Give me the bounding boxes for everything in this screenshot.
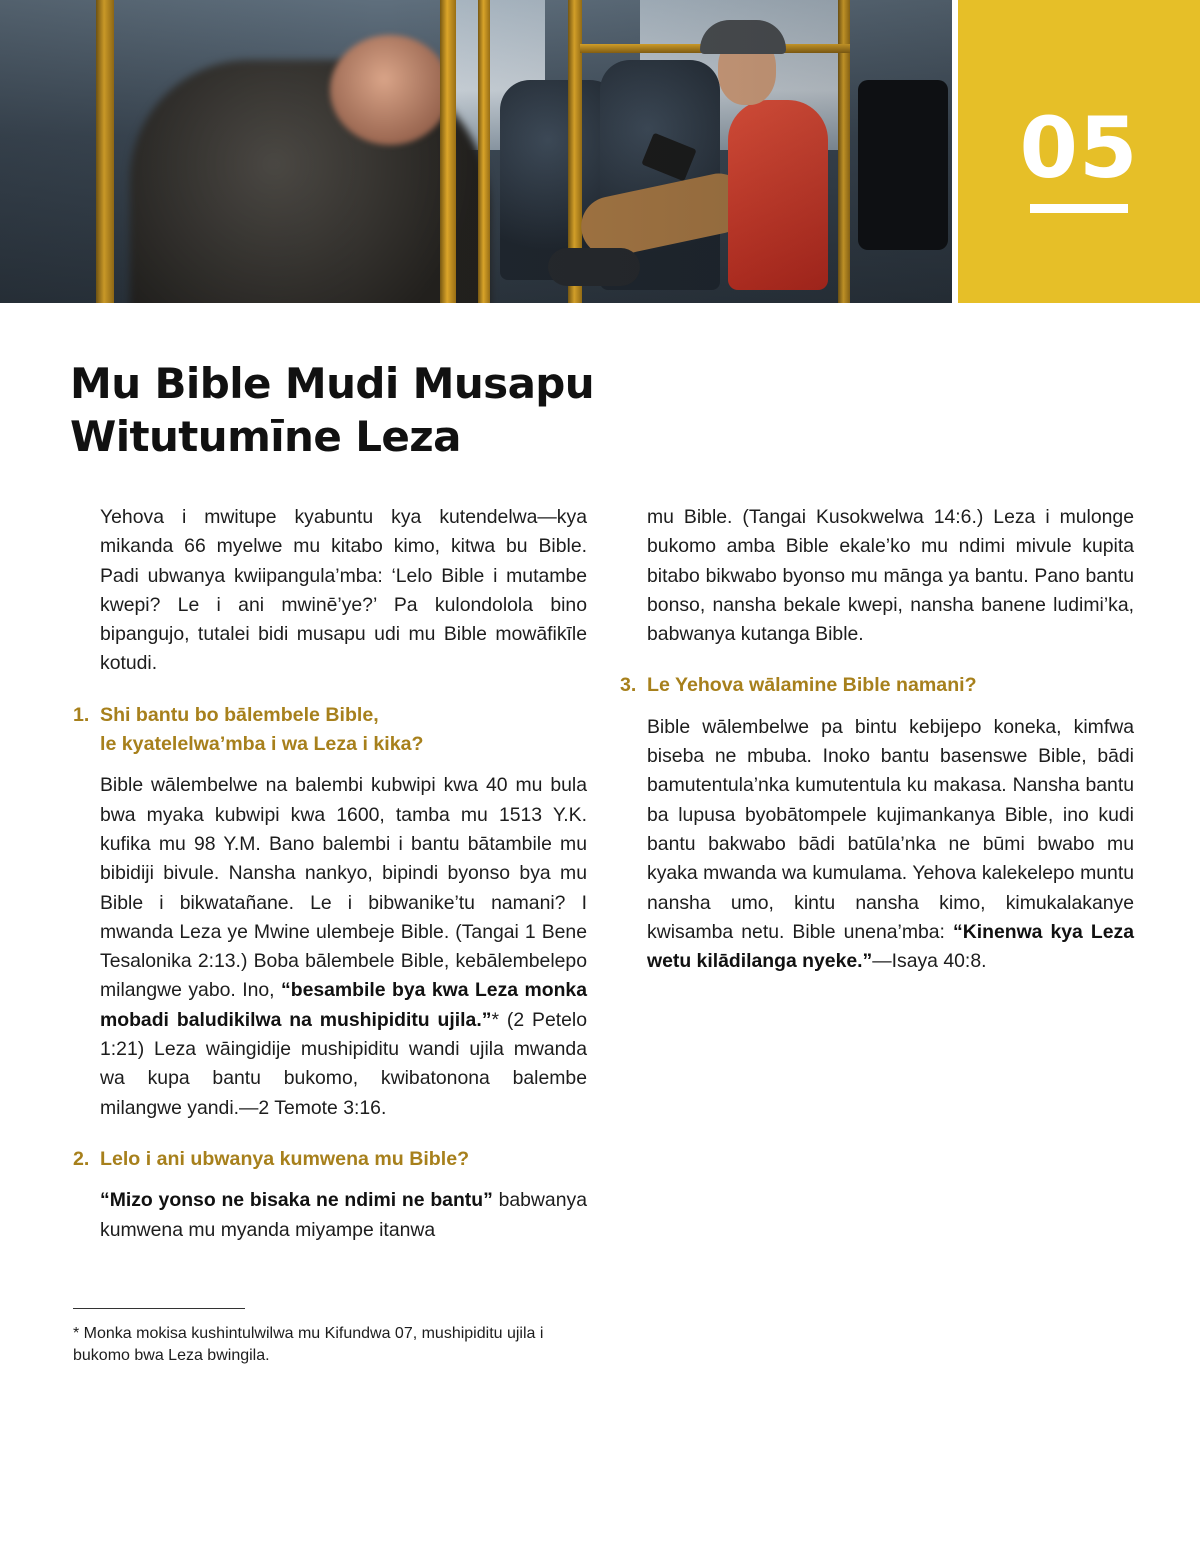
intro-paragraph: Yehova i mwitupe kyabuntu kya kutendelwa—kya mikanda 66 myelwe mu kitabo kimo, kitwa bu Bible. Padi ubwanya kwiipangula’mba: ‘Lelo Bible i mutambe kwepi? Le i ani mwinē’ye?’ Pa kulondolola bino bipangujo, tutalei bidi musapu udi mu Bible mowāfikīle kotudi. [100, 506, 587, 675]
answer-paragraph-2: “Mizo yonso ne bisaka ne ndimi ne bantu” babwanya kumwena mu myanda miyampe itanwa [100, 1189, 587, 1241]
question-number: 3. [620, 674, 637, 697]
page-title-line2: Witutumīne Leza [70, 412, 461, 461]
chapter-number: 05 [1019, 99, 1139, 197]
question-1 [73, 701, 587, 760]
question-text: Lelo i ani ubwanya kumwena mu Bible? [100, 1147, 470, 1170]
page-title-line1: Mu Bible Mudi Musapu [70, 359, 595, 408]
page-title [70, 357, 594, 463]
question-3 [620, 671, 1134, 700]
footnote-rule [73, 1308, 245, 1309]
answer-paragraph-2-continued: mu Bible. (Tangai Kusokwelwa 14:6.) Leza i mulonge bukomo amba Bible ekale’ko mu ndimi mivule kupita bitabo bikwabo byonso mu mānga ya bantu. Pano bantu bonso, nansha bekale kwepi, nansha banene ludimi’ka, babwanya kutanga Bible. [647, 506, 1134, 646]
question-text: Shi bantu bo bālembele Bible, [100, 703, 379, 726]
question-2 [73, 1145, 587, 1174]
answer-paragraph-1: Bible wālembelwe na balembi kubwipi kwa 40 mu bula bwa myaka kubwipi kwa 1600, tamba mu 1513 Y.K. kufika mu 98 Y.M. Bano balembi i bantu bātambile mu bibidiji bivule. Nansha nankyo, bipindi byonso bya mu Bible i bikwatañane. Le i bibwanike’tu namani? I mwanda Leza ye Mwine ulembeje Bible. (Tangai 1 Bene Tesalonika 2:13.) Boba bālembele Bible, kebālembelepo milangwe yabo. Ino, “besambile bya kwa Leza monka mobadi baludikilwa na mushipiditu ujila.”* (2 Petelo 1:21) Leza wāingidije mushipiditu wandi ujila mwanda wa kupa bantu bukomo, kwibatonona balembe milangwe yandi.—2 Temote 3:16. [100, 774, 588, 1119]
left-column [73, 503, 587, 1245]
scripture-quote: “Mizo yonso ne bisaka ne ndimi ne bantu” [100, 1189, 493, 1212]
question-number: 2. [73, 1147, 90, 1170]
chapter-rule [1030, 204, 1128, 213]
question-text: le kyatelelwa’mba i wa Leza i kika? [100, 733, 424, 756]
question-number: 1. [73, 703, 90, 726]
answer-paragraph-3: Bible wālembelwe pa bintu kebijepo koneka, kimfwa biseba ne mbuba. Inoko bantu basenswe Bible, bādi bamutentula’nka kumutentula ku makasa. Nansha bantu ba lupusa byobātompele kujimankanya Bible, ino kudi bantu bakwabo bādi batūla’nka ne būmi bwabo mu kyaka mwanda wa kumulama. Yehova kalekelepo muntu nansha umo, kintu nansha kimo, kimukalakanye kwisamba netu. Bible unena’mba: “Kinenwa kya Leza wetu kilādilanga nyeke.”—Isaya 40:8. [647, 715, 1135, 973]
hero-photo [0, 0, 952, 303]
scripture-quote: “besambile bya kwa Leza monka mobadi baludikilwa na mushipiditu ujila.” [100, 979, 588, 1031]
question-text: Le Yehova wālamine Bible namani? [647, 674, 977, 697]
scripture-quote: “Kinenwa kya Leza wetu kilādilanga nyeke.” [647, 920, 1135, 973]
chapter-badge [958, 0, 1200, 303]
right-column [620, 503, 1134, 976]
footnote: * Monka mokisa kushintulwilwa mu Kifundwa 07, mushipiditu ujila i bukomo bwa Leza bwingila. [73, 1325, 544, 1364]
